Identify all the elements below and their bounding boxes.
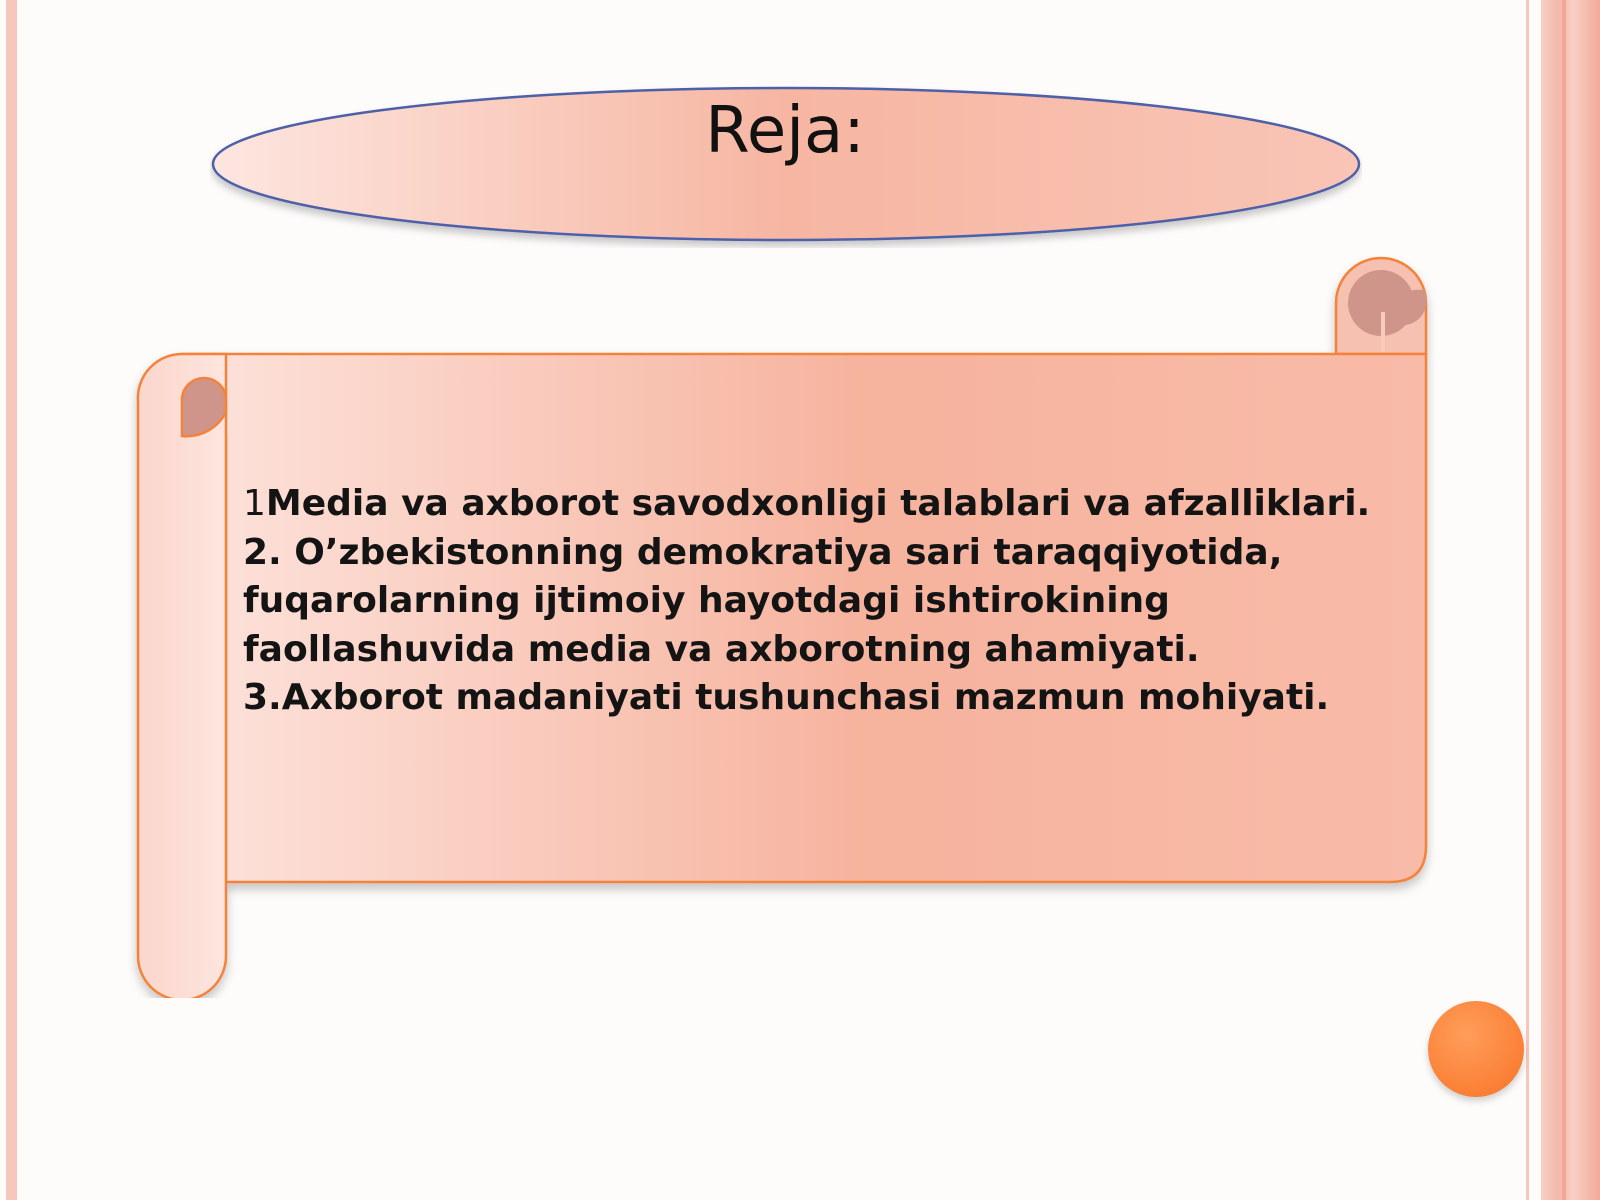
slide-title: Reja: [705,94,865,168]
plan-item-3: 3.Axborot madaniyati tushunchasi mazmun mohiyati. [243,677,1330,718]
right-border-bar-wide [1541,0,1600,1200]
plan-item-1-text: Media va axborot savodxonligi talablari va afzalliklari. [265,483,1371,524]
orange-circle-icon [1428,1001,1524,1097]
plan-item-1-number: 1 [243,483,266,524]
plan-item-2-line-3: faollashuvida media va axborotning ahamiyati. [243,628,1200,670]
right-border-bar-accent [1562,0,1566,1200]
left-border-bar [6,0,17,1200]
plan-list [243,480,1393,723]
plan-item-1 [243,480,1393,529]
right-border-bar-thin [1526,0,1529,1200]
plan-item-2-line-2: fuqarolarning ijtimoiy hayotdagi ishtirokining [243,580,1170,621]
plan-item-2-line-1: 2. O’zbekistonning demokratiya sari taraqqiyotida, [243,531,1283,573]
